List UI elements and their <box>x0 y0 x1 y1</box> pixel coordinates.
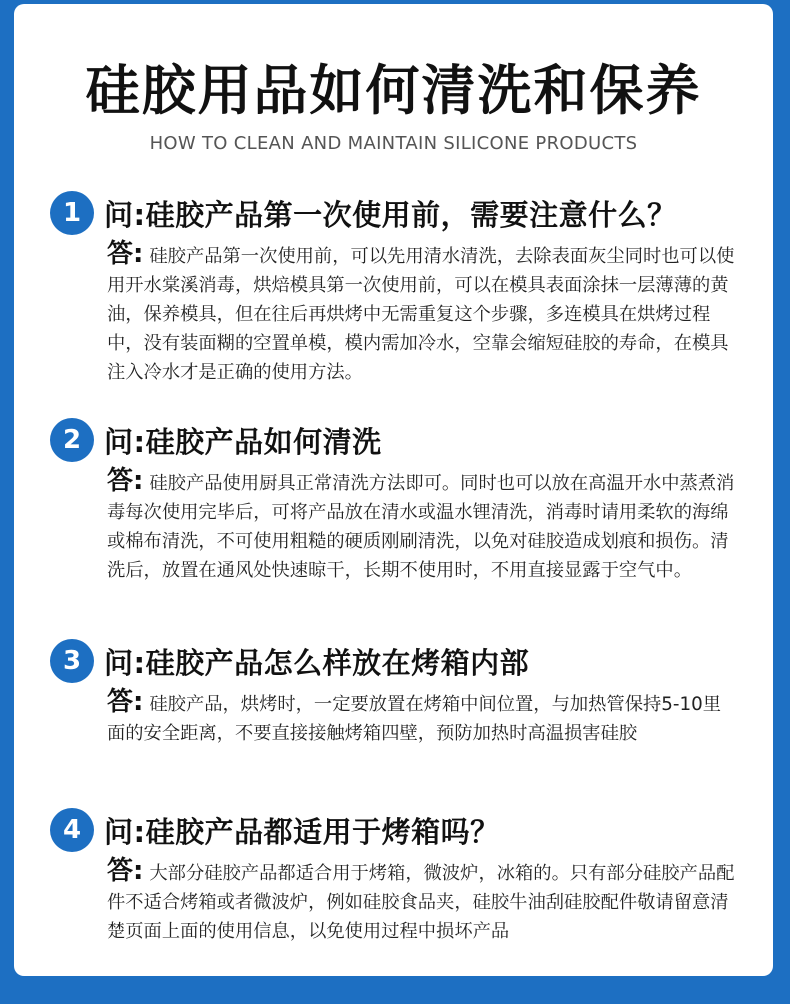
answer-body: 硅胶产品，烘烤时，一定要放置在烤箱中间位置，与加热管保持5-10里面的安全距离，不要直接接触烤箱四壁，预防加热时高温损害硅胶 <box>107 694 722 744</box>
answer-text <box>107 467 739 585</box>
qa-item-3 <box>50 638 750 748</box>
qa-item-2 <box>50 417 750 585</box>
answer-text <box>107 240 739 387</box>
number-badge: 4 <box>50 808 94 852</box>
answer-label: 答: <box>107 239 144 269</box>
answer-body: 硅胶产品第一次使用前，可以先用清水清洗，去除表面灰尘同时也可以使用开水棠溪消毒，烘焙模具第一次使用前，可以在模具表面涂抹一层薄薄的黄油，保养模具，但在往后再烘烤中无需重复这个步骤，多连模具在烘烤过程中，没有装面糊的空置单模，模内需加冷水，空靠会缩短硅胶的寿命，在模具注入冷水才是正确的使用方法。 <box>107 246 735 383</box>
number-badge: 1 <box>50 191 94 235</box>
answer-body: 大部分硅胶产品都适合用于烤箱，微波炉，冰箱的。只有部分硅胶产品配件不适合烤箱或者微波炉，例如硅胶食品夹，硅胶牛油刮硅胶配件敬请留意清楚页面上面的使用信息，以免使用过程中损坏产品 <box>107 863 735 942</box>
number-badge: 2 <box>50 418 94 462</box>
qa-item-1 <box>50 190 750 387</box>
page-title: 硅胶用品如何清洗和保养 <box>85 59 702 122</box>
content-card <box>14 4 773 976</box>
answer-label: 答: <box>107 466 144 496</box>
question-text: 问:硅胶产品都适用于烤箱吗？ <box>104 814 500 849</box>
question-text: 问:硅胶产品第一次使用前，需要注意什么？ <box>104 197 677 232</box>
page-subtitle: HOW TO CLEAN AND MAINTAIN SILICONE PRODUCTS <box>149 133 638 154</box>
answer-label: 答: <box>107 856 144 886</box>
answer-label: 答: <box>107 687 144 717</box>
answer-body: 硅胶产品使用厨具正常清洗方法即可。同时也可以放在高温开水中蒸煮消毒每次使用完毕后，可将产品放在清水或温水锂清洗，消毒时请用柔软的海绵或棉布清洗，不可使用粗糙的硬质刚刷清洗，以免对硅胶造成划痕和损伤。清洗后，放置在通风处快速晾干，长期不使用时，不用直接显露于空气中。 <box>107 473 735 581</box>
qa-item-4 <box>50 807 750 946</box>
number-badge: 3 <box>50 639 94 683</box>
question-text: 问:硅胶产品怎么样放在烤箱内部 <box>104 645 530 680</box>
answer-text <box>107 688 739 748</box>
answer-text <box>107 857 739 946</box>
question-text: 问:硅胶产品如何清洗 <box>104 424 382 459</box>
